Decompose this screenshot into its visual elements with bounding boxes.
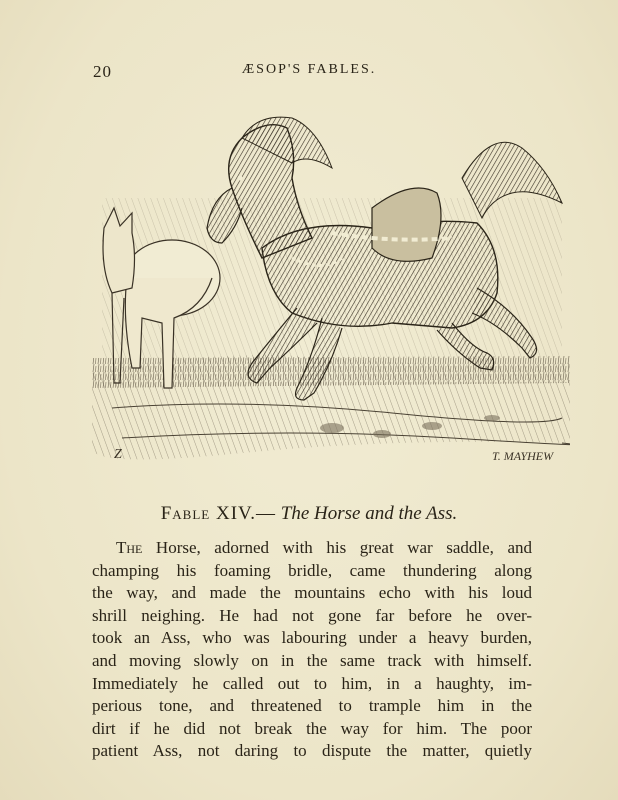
page-number: 20 (93, 62, 112, 81)
body-line: and moving slowly on in the same track with himself. (92, 650, 532, 670)
body-line: The Horse, adorned with his great war saddle, and (116, 538, 532, 557)
fable-name: The Horse and the Ass. (280, 503, 458, 524)
engraver-signature-right: T. MAYHEW (492, 449, 554, 463)
running-head (0, 62, 618, 84)
body-line: the way, and made the mountains echo with his loud (92, 583, 532, 603)
body-line: took an Ass, who was labouring under a heavy burden, (92, 628, 532, 648)
body-line: Immediately he called out to him, in a haughty, im- (92, 673, 532, 693)
body-line: shrill neighing. He had not gone far before he over- (92, 605, 532, 625)
engraver-mark-left: Z (114, 447, 122, 462)
first-word: The (116, 538, 143, 557)
fable-title (0, 503, 618, 525)
horse-and-ass-illustration (92, 108, 570, 476)
body-line: patient Ass, not daring to dispute the matter, quietly (92, 741, 532, 761)
body-line: champing his foaming bridle, came thundering along (92, 560, 532, 580)
fable-body (92, 537, 532, 763)
fable-number: Fable XIV.— (160, 503, 277, 524)
running-title: ÆSOP'S FABLES. (241, 62, 377, 77)
body-line: perious tone, and threatened to trample him in the (92, 696, 532, 716)
body-line: dirt if he did not break the way for him. The poor (92, 718, 532, 738)
